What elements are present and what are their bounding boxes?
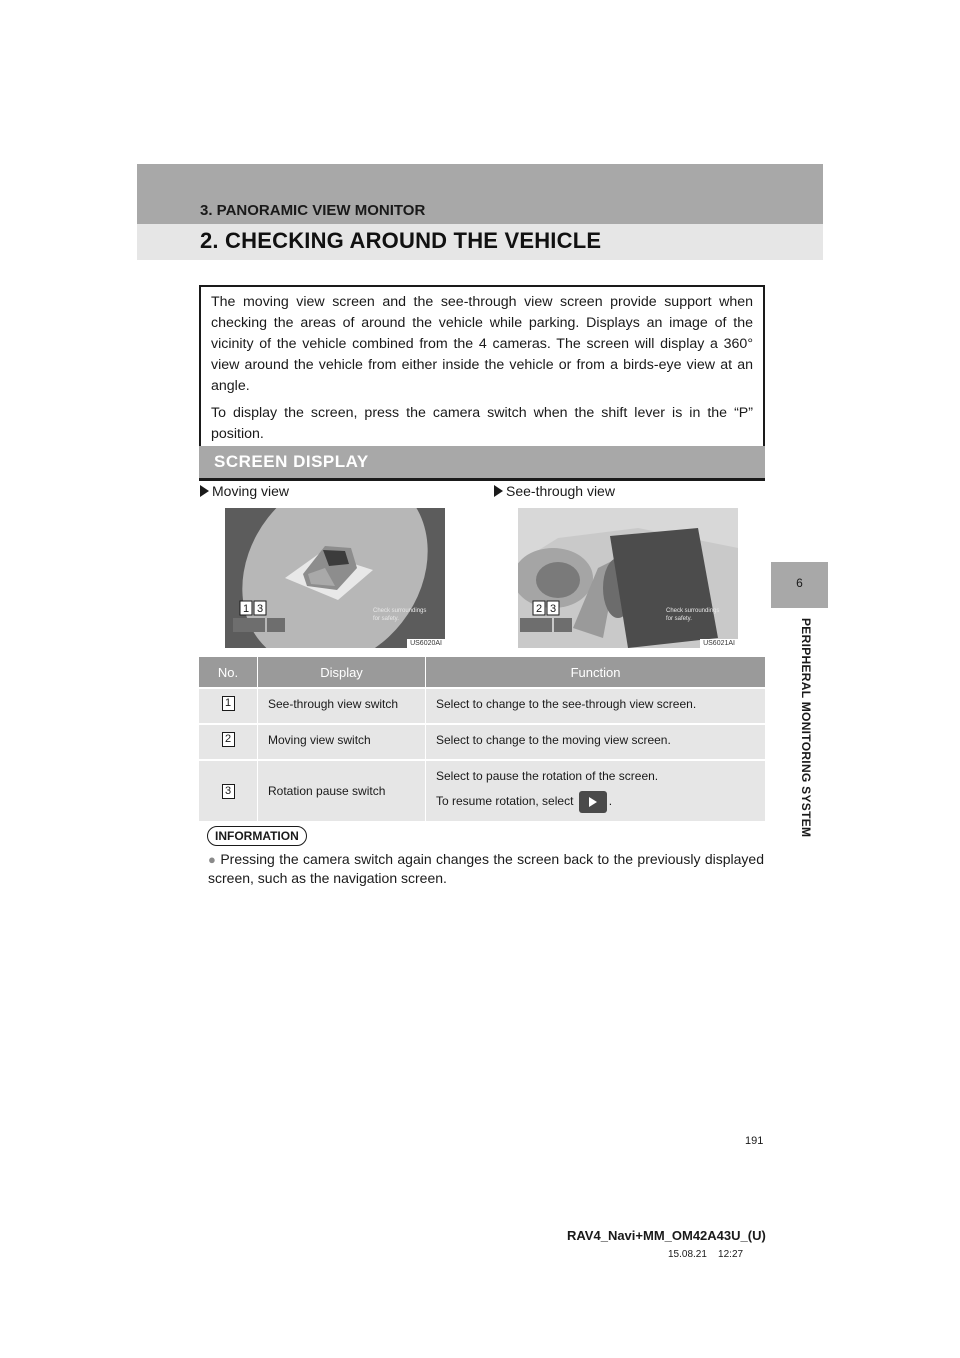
page-number: 191 [745,1135,764,1147]
chapter-title: PERIPHERAL MONITORING SYSTEM [799,618,813,838]
row-display: Moving view switch [258,724,426,760]
row-number: 1 [199,688,258,724]
row-number: 3 [199,760,258,821]
column-header-no: No. [199,657,258,688]
see-through-view-caption: See-through view [494,483,615,499]
screen-display-heading: SCREEN DISPLAY [214,452,369,471]
callout-2 [533,601,545,615]
row-display: See-through view switch [258,688,426,724]
callout-1 [240,601,252,615]
table-row [199,688,765,724]
document-id: RAV4_Navi+MM_OM42A43U_(U) [567,1228,766,1243]
information-badge: INFORMATION [207,826,307,846]
image-code: US6020AI [407,639,445,648]
svg-text:Check surroundings: Check surroundings [373,608,427,614]
svg-text:2: 2 [535,603,543,615]
moving-view-image [225,508,445,648]
column-header-function: Function [426,657,766,688]
bullet-icon: ● [208,852,217,867]
column-header-display: Display [258,657,426,688]
intro-paragraph-2: To display the screen, press the camera switch when the shift lever is in the “P” position. [211,405,753,442]
svg-text:3: 3 [549,603,557,615]
arrow-right-icon [494,485,503,497]
image-code: US6021AI [700,639,738,648]
moving-view-caption: Moving view [200,483,289,499]
svg-text:for safety.: for safety. [666,616,692,622]
row-number: 2 [199,724,258,760]
row-display: Rotation pause switch [258,760,426,821]
svg-text:Check surroundings: Check surroundings [666,608,720,614]
callout-3 [547,601,559,615]
chapter-number: 6 [796,576,803,590]
play-icon [579,791,607,813]
information-text: ● Pressing the camera switch again changes the screen back to the previously displayed screen, such as the navigation screen. [208,851,764,886]
row-function: Select to change to the moving view screen. [426,724,766,760]
table-row [199,724,765,760]
intro-box [199,285,765,453]
table-header-row [199,657,765,688]
page-title: 2. CHECKING AROUND THE VEHICLE [200,228,602,253]
svg-text:for safety.: for safety. [373,616,399,622]
intro-paragraph-1: The moving view screen and the see-through view screen provide support when checking the areas of around the vehicle while parking. Displays an image of the vicinity of the vehicle combined from the 4 cameras. The screen will display a 360° view around the vehicle from either inside the vehicle or from a birds-eye view at an angle. [211,294,753,394]
row-function: Select to pause the rotation of the screen. To resume rotation, select . [426,760,766,821]
arrow-right-icon [200,485,209,497]
row-function: Select to change to the see-through view screen. [426,688,766,724]
see-through-view-image [518,508,738,648]
table-row [199,760,765,821]
svg-text:1: 1 [242,603,250,615]
timestamp: 15.08.21 12:27 [668,1249,744,1260]
callout-3 [254,601,266,615]
svg-text:3: 3 [256,603,264,615]
switch-table [199,657,765,821]
section-label: 3. PANORAMIC VIEW MONITOR [200,202,426,219]
